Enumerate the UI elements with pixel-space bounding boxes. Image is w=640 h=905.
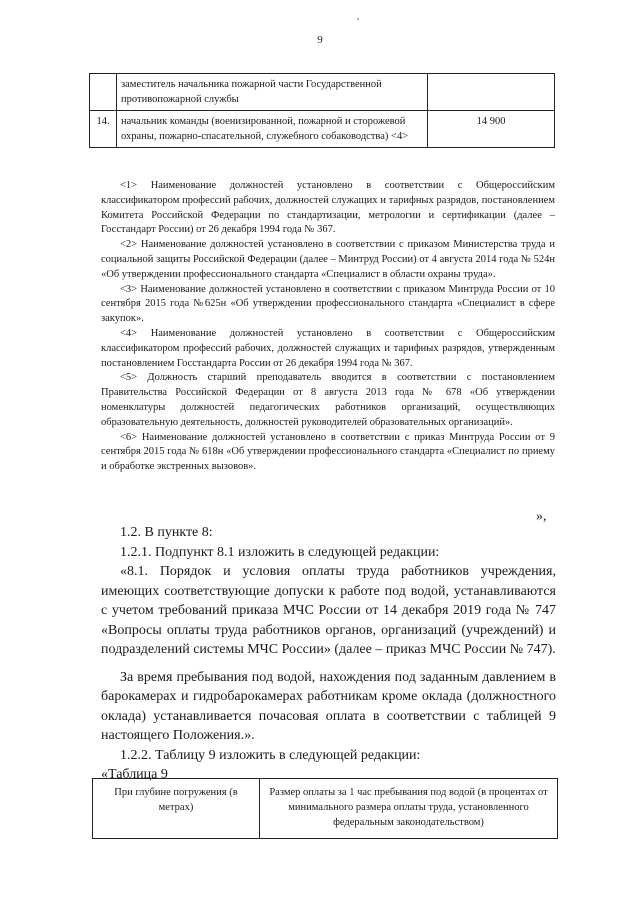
footnote-6: <6> Наименование должностей установлено в соответствии с приказ Минтруда России от 9 сентября 2015 года № 618н «Об утверждении профессионального стандарта «Специалист по приему и обработке экстренных вызовов».: [101, 431, 555, 473]
row-number: [90, 74, 117, 111]
footnote-5: <5> Должность старший преподаватель вводится в соответствии с постановлением Правительства Российской Федерации от 8 августа 2013 года № 678 «Об утверждении номенклатуры должностей педагогических работников организаций, осуществляющих образовательную деятельность, должностей руководителей образовательных организаций».: [101, 372, 555, 428]
footnotes: [101, 179, 555, 475]
position-name: начальник команды (военизированной, пожарной и сторожевой охраны, пожарно-спасательной, служебного собаководства) <4>: [117, 111, 428, 148]
scan-dot: [357, 18, 359, 20]
table-9: [92, 778, 558, 839]
header-payment: Размер оплаты за 1 час пребывания под водой (в процентах от минимального размера оплаты труда, установленного федеральным законодательством): [260, 779, 558, 839]
closing-quote: »,: [536, 509, 547, 524]
position-name: заместитель начальника пожарной части Государственной противопожарной службы: [117, 74, 428, 111]
paragraph-1-2: 1.2. В пункте 8:: [120, 525, 213, 540]
page-number: 9: [317, 34, 323, 46]
header-depth: При глубине погружения (в метрах): [93, 779, 260, 839]
paragraph-hourly-pay: За время пребывания под водой, нахождения под заданным давлением в барокамерах и гидробарокамерах работникам кроме оклада (должностного оклада) устанавливается почасовая оплата в соответствии с таблицей 9 настоящего Положения.».: [101, 669, 556, 743]
footnote-4: <4> Наименование должностей установлено в соответствии с Общероссийским классификатором профессий рабочих, должностей служащих и тарифных разрядов, утвержденным постановлением Госстандарта России от 26 декабря 1994 года № 367.: [101, 327, 555, 369]
table-header-row: [93, 779, 558, 839]
paragraph-8-1: «8.1. Порядок и условия оплаты труда работников учреждения, имеющих соответствующие допуски к работе под водой, устанавливаются с учетом требований приказа МЧС России от 14 декабря 2019 года № 747 «Вопросы оплаты труда работников органов, организаций (учреждений) и подразделений системы МЧС России» (далее – приказ МЧС России № 747).: [101, 564, 556, 657]
table-title: «Таблица 9: [101, 767, 168, 782]
paragraph-1-2-1: 1.2.1. Подпункт 8.1 изложить в следующей редакции:: [120, 544, 440, 560]
row-number: 14.: [90, 111, 117, 148]
table-row: [90, 74, 555, 111]
footnote-1: <1> Наименование должностей установлено в соответствии с Общероссийским классификатором профессий рабочих, должностей служащих и тарифных разрядов, постановлением Комитета Российской Федерации по стандартизации, метрологии и сертификации (далее – Госстандарт России) от 26 декабря 1994 года № 367.: [101, 180, 555, 236]
main-text: [101, 523, 556, 785]
footnote-3: <3> Наименование должностей установлено в соответствии с приказом Минтруда России от 10 сентября 2015 года №625н «Об утверждении профессионального стандарта «Специалист в сфере закупок».: [101, 283, 555, 325]
positions-table: [89, 73, 555, 148]
paragraph-1-2-2: 1.2.2. Таблицу 9 изложить в следующей редакции:: [120, 747, 421, 763]
table-row: [90, 111, 555, 148]
footnote-2: <2> Наименование должностей установлено в соответствии с приказом Министерства труда и социальной защиты Российской Федерации (далее – Минтруд России) от 4 августа 2014 года № 524н «Об утверждении профессионального стандарта «Специалист в области охраны труда».: [101, 239, 555, 280]
salary-value: [428, 74, 555, 111]
salary-value: 14 900: [428, 111, 555, 148]
